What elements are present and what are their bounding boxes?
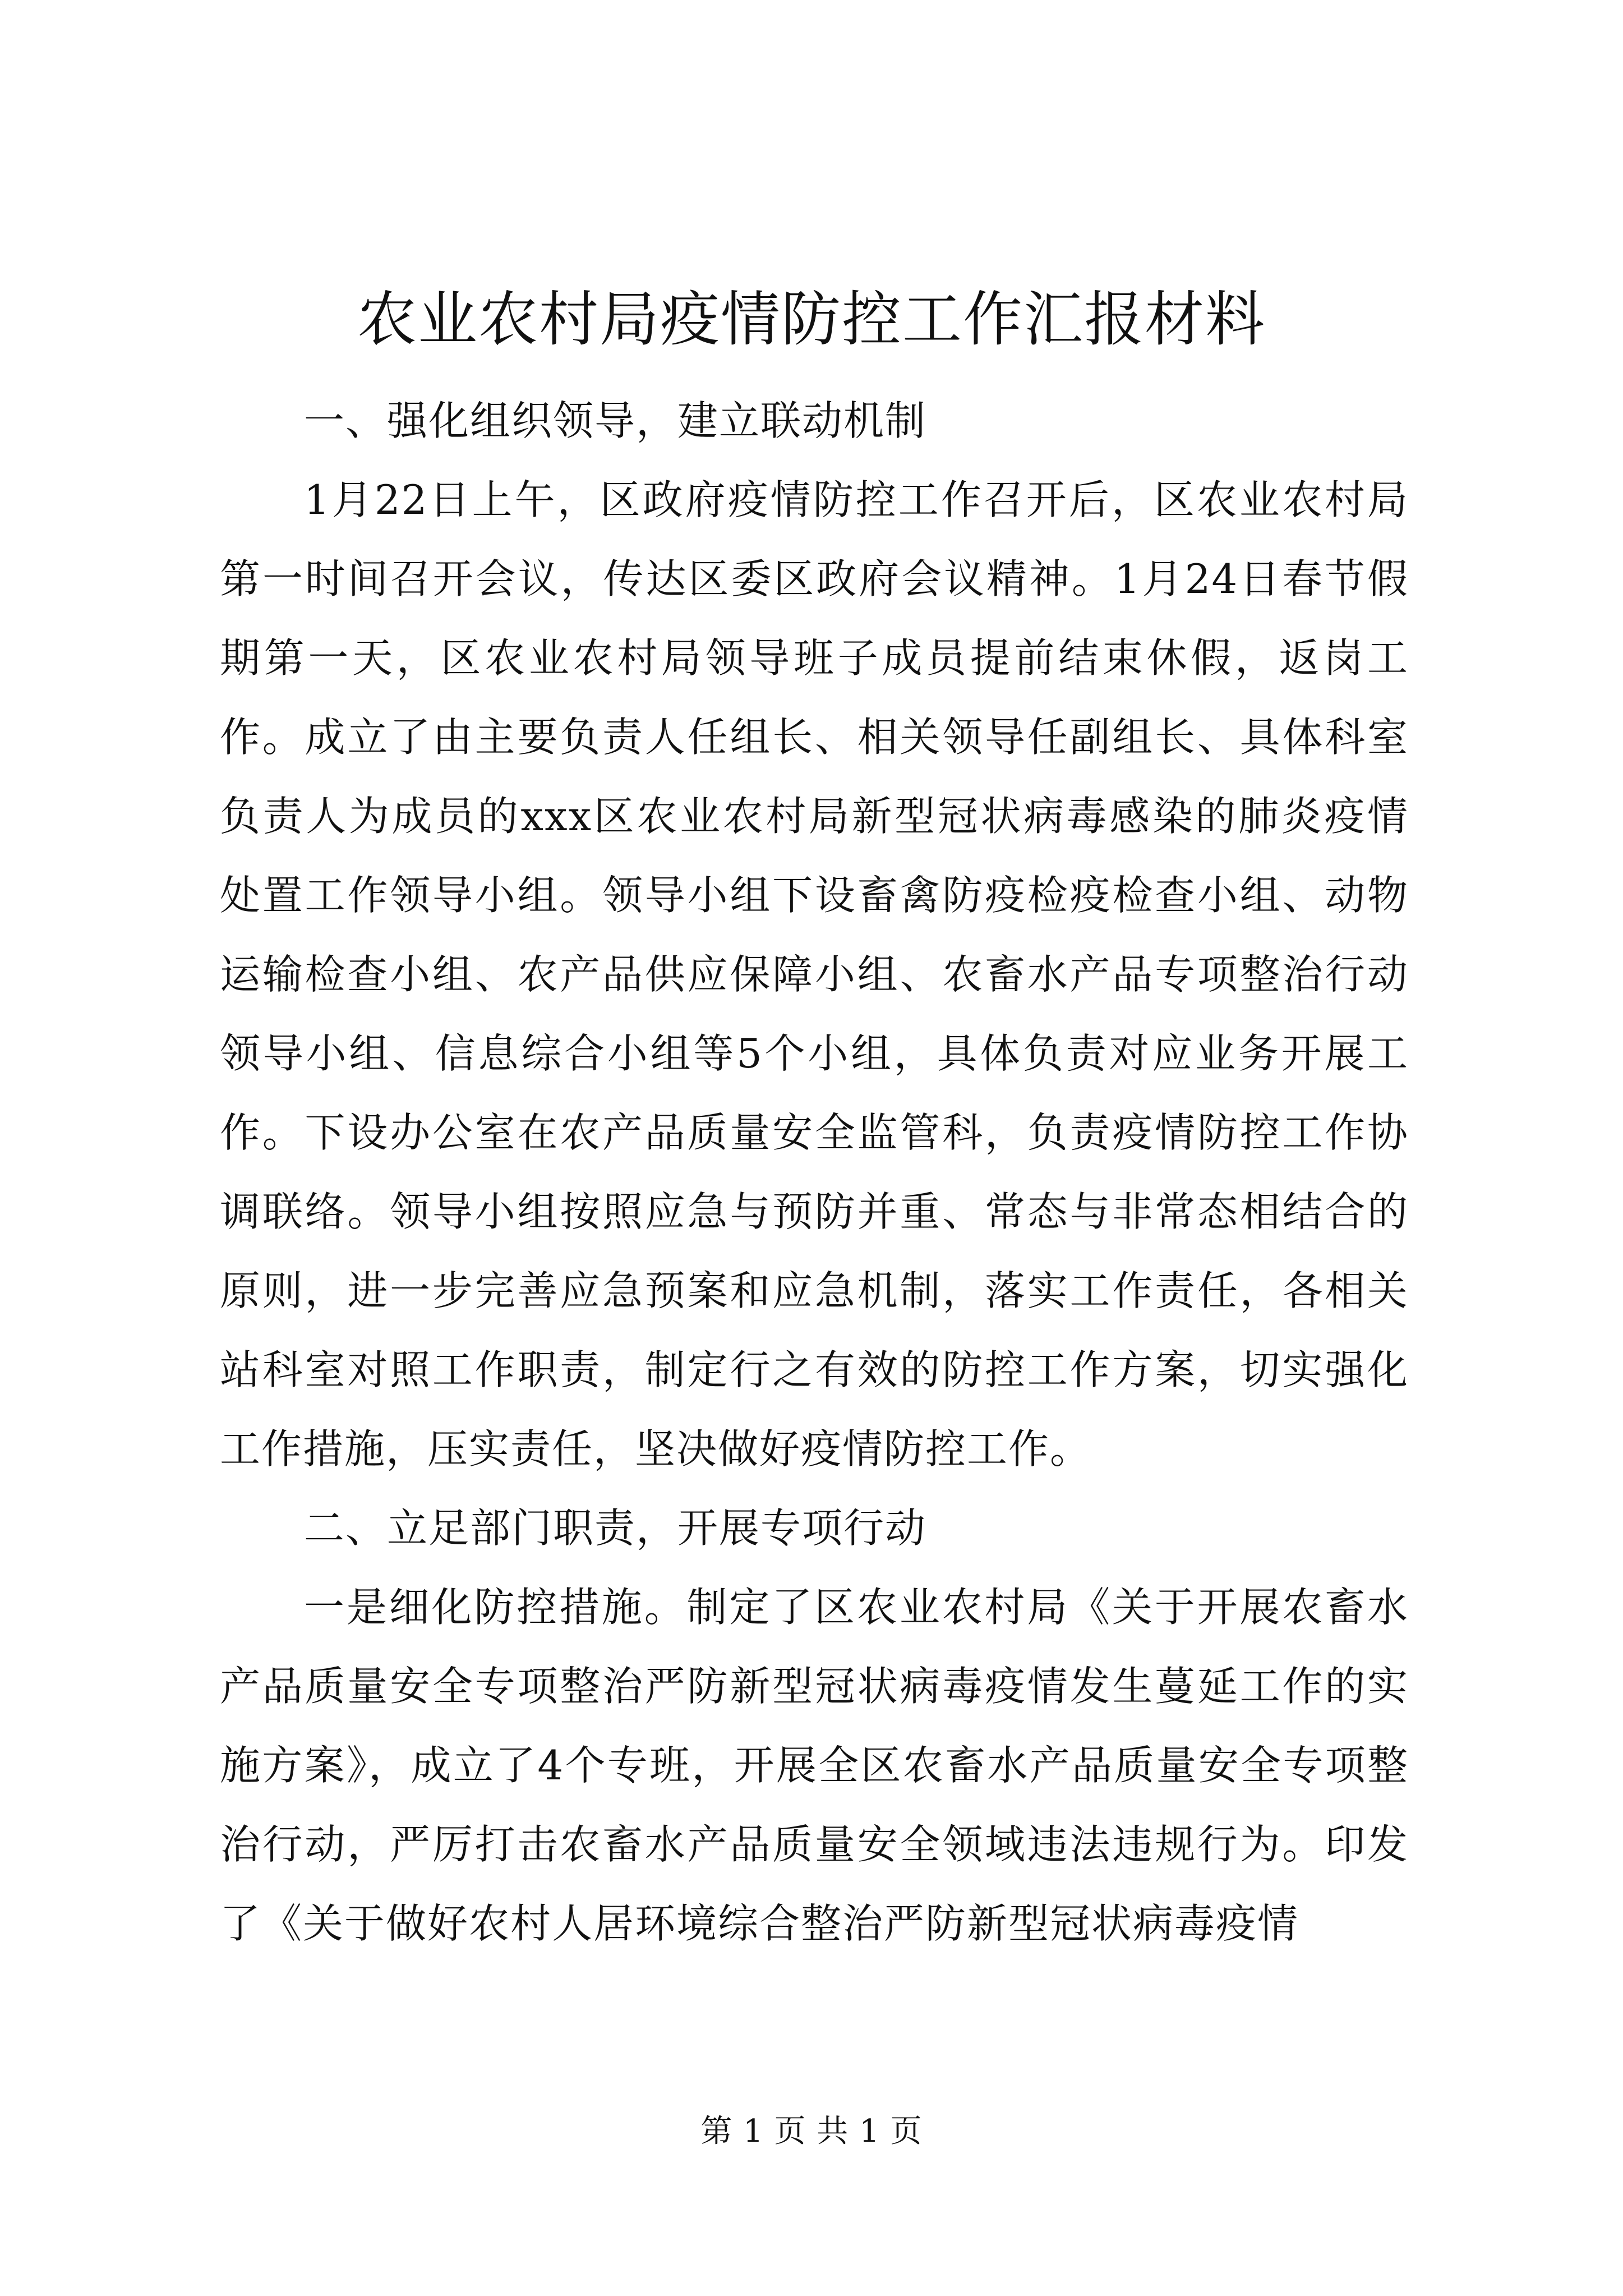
page-number-footer: 第 1 页 共 1 页: [700, 2113, 923, 2150]
paragraph-1: 1月22日上午，区政府疫情防控工作召开后，区农业农村局第一时间召开会议，传达区委区政府会议精神。1月24日春节假期第一天，区农业农村局领导班子成员提前结束休假，返岗工作。成立了由主要负责人任组长、相关领导任副组长、具体科室负责人为成员的xxx区农业农村局新型冠状病毒感染的肺炎疫情处置工作领导小组。领导小组下设畜禽防疫检疫检查小组、动物运输检查小组、农产品供应保障小组、农畜水产品专项整治行动领导小组、信息综合小组等5个小组，具体负责对应业务开展工作。下设办公室在农产品质量安全监管科，负责疫情防控工作协调联络。领导小组按照应急与预防并重、常态与非常态相结合的原则，进一步完善应急预案和应急机制，落实工作责任，各相关站科室对照工作职责，制定行之有效的防控工作方案，切实强化工作措施，压实责任，坚决做好疫情防控工作。: [220, 476, 1409, 1473]
section-heading-2: 二、立足部门职责，开展专项行动: [304, 1504, 927, 1552]
document-body: [220, 381, 1409, 1963]
document-title: 农业农村局疫情防控工作汇报材料: [357, 285, 1266, 354]
section-heading-1: 一、强化组织领导，建立联动机制: [304, 397, 927, 444]
paragraph-2: 一是细化防控措施。制定了区农业农村局《关于开展农畜水产品质量安全专项整治严防新型冠状病毒疫情发生蔓延工作的实施方案》，成立了4个专班，开展全区农畜水产品质量安全专项整治行动，严厉打击农畜水产品质量安全领域违法违规行为。印发了《关于做好农村人居环境综合整治严防新型冠状病毒疫情: [220, 1584, 1409, 1947]
